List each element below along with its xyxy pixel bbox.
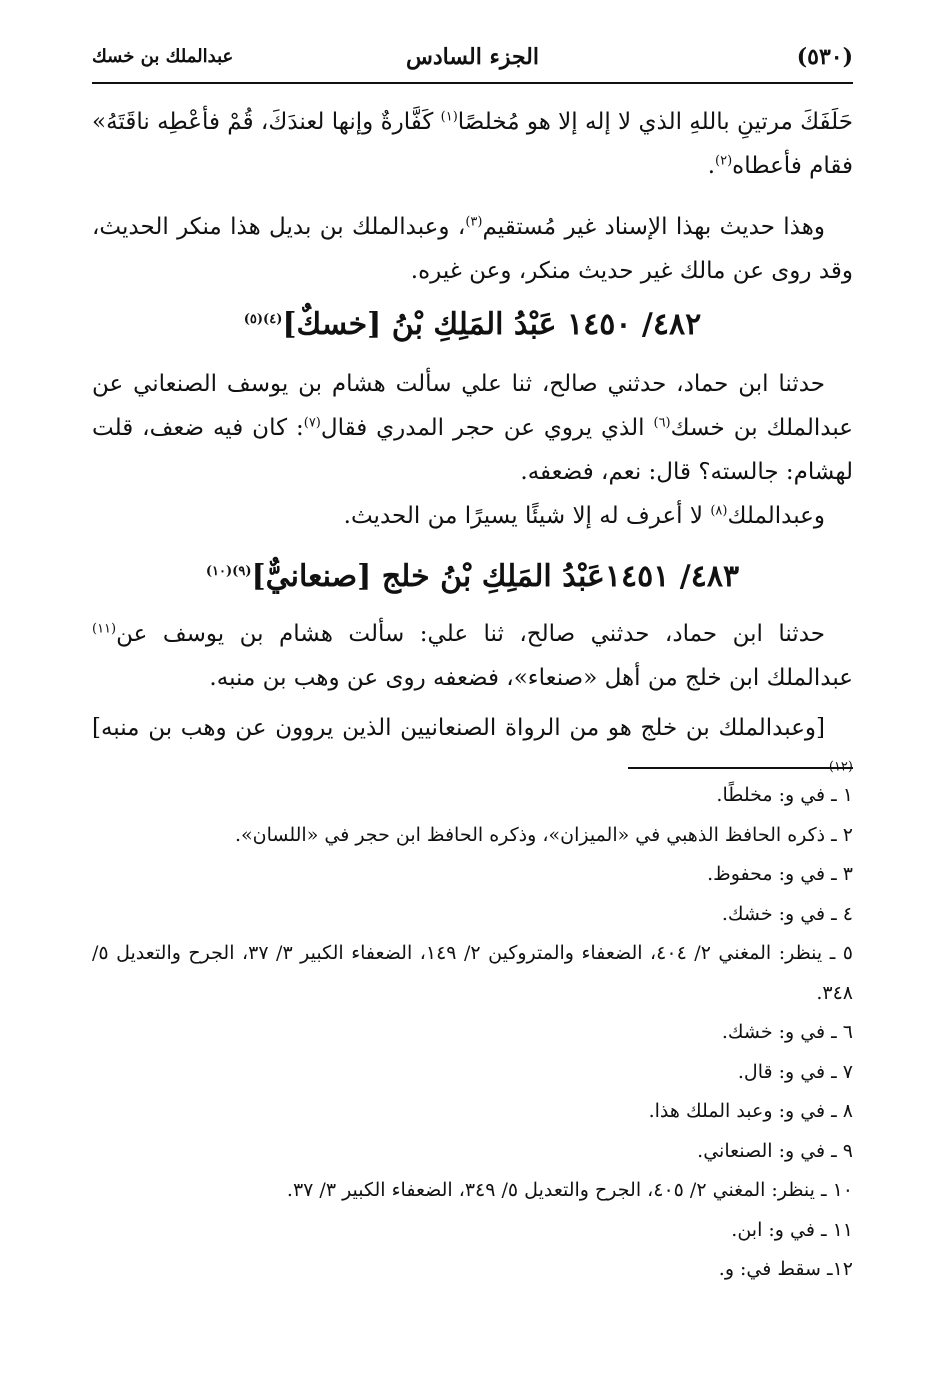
footnote-3: ٣ ـ في و: محفوظ. — [707, 863, 853, 885]
text-run: عبدالملك ابن خلج من أهل «صنعاء»، فضعفه روى عن وهب بن منبه. — [209, 665, 853, 691]
footnote-5: ٥ ـ ينظر: المغني ٢/ ٤٠٤، الضعفاء والمتروكين ٢/ ١٤٩، الضعفاء الكبير ٣/ ٣٧، الجرح والتعديل ٥/ ٣٤٨. — [92, 942, 853, 1004]
text-run: . — [707, 153, 716, 179]
entry-heading-482 — [92, 300, 853, 350]
footnote-11: ١١ ـ في و: ابن. — [731, 1218, 853, 1241]
text-run: [وعبدالملك بن خلج هو من الرواة الصنعانيين الذين يروون عن وهب بن منبه] — [92, 715, 825, 741]
footnote-ref[interactable]: (٣) — [465, 214, 483, 230]
text-run: : كان فيه ضعف، قلت لهشام: جالسته؟ قال: نعم، فضعفه. — [92, 415, 853, 485]
footnote-ref[interactable]: (٨) — [710, 503, 728, 519]
text-run: كَفَّارةٌ وإنها لعندَكَ، قُمْ فأعْطِه ناقَتَهُ» فقام فأعطاه — [92, 109, 853, 179]
text-run: حدثنا ابن حماد، حدثني صالح، ثنا علي سألت هشام بن يوسف الصنعاني عن عبدالملك بن خسك — [92, 371, 853, 441]
text-run: لا أعرف له إلا شيئًا يسيرًا من الحديث. — [343, 503, 711, 529]
footnote-6: ٦ ـ في و: خشك. — [721, 1021, 853, 1043]
volume-title: الجزء السادس — [406, 44, 539, 70]
footnote-12: ١٢ـ سقط في: و. — [718, 1258, 853, 1280]
footnote-9: ٩ ـ في و: الصنعاني. — [697, 1139, 853, 1162]
footnote-4: ٤ ـ في و: خشك. — [721, 902, 853, 925]
header-divider — [92, 82, 853, 84]
page-header — [92, 40, 853, 76]
heading-text: ٤٨٢/ ١٤٥٠ عَبْدُ المَلِكِ بْنُ [خسكٌ] — [282, 307, 702, 342]
paragraph-1 — [92, 100, 853, 188]
footnote-ref[interactable]: (٤)(٥) — [243, 312, 283, 327]
paragraph-2 — [92, 205, 853, 293]
text-run: الذي يروي عن حجر المدري فقال — [320, 415, 654, 441]
text-run: ، وعبدالملك بن بديل هذا منكر الحديث، وقد روى عن مالك غير حديث منكر، وعن غيره. — [92, 214, 853, 284]
text-run: حَلَفَكَ مرتينِ باللهِ الذي لا إله إلا هو مُخلصًا — [457, 109, 854, 135]
footnote-7: ٧ ـ في و: قال. — [737, 1060, 853, 1083]
entry-heading-483 — [92, 552, 853, 602]
footnote-10: ١٠ ـ ينظر: المغني ٢/ ٤٠٥، الجرح والتعديل ٥/ ٣٤٩، الضعفاء الكبير ٣/ ٣٧. — [286, 1179, 853, 1201]
footnote-ref[interactable]: (١١) — [92, 621, 117, 637]
footnote-ref[interactable]: (٦) — [653, 415, 671, 431]
footnote-ref[interactable]: (٢) — [715, 153, 733, 169]
text-run: وعبدالملك — [727, 503, 825, 529]
running-title: عبدالملك بن خسك — [92, 46, 234, 67]
footnote-ref[interactable]: (١) — [440, 109, 458, 125]
footnote-1: ١ ـ في و: مخلطًا. — [716, 784, 853, 806]
footnote-ref[interactable]: (٧) — [303, 415, 321, 431]
text-run: وهذا حديث بهذا الإسناد غير مُستقيم — [482, 214, 825, 240]
entry-482-text — [92, 362, 853, 538]
footnote-ref[interactable]: (٩)(١٠) — [205, 564, 252, 579]
footnotes — [92, 776, 853, 1290]
footnote-ref[interactable]: (١٢) — [828, 759, 853, 775]
heading-text: ٤٨٣/ ١٤٥١عَبْدُ المَلِكِ بْنُ خلج [صنعانيٌّ] — [251, 559, 740, 594]
footnote-8: ٨ ـ في و: وعبد الملك هذا. — [648, 1100, 853, 1122]
footnote-2: ٢ ـ ذكره الحافظ الذهبي في «الميزان»، وذكره الحافظ ابن حجر في «اللسان». — [234, 823, 853, 846]
page-number: (٥٣٠) — [796, 44, 853, 70]
text-run: حدثنا ابن حماد، حدثني صالح، ثنا علي: سألت هشام بن يوسف عن — [116, 621, 825, 647]
footnote-divider — [628, 767, 853, 769]
